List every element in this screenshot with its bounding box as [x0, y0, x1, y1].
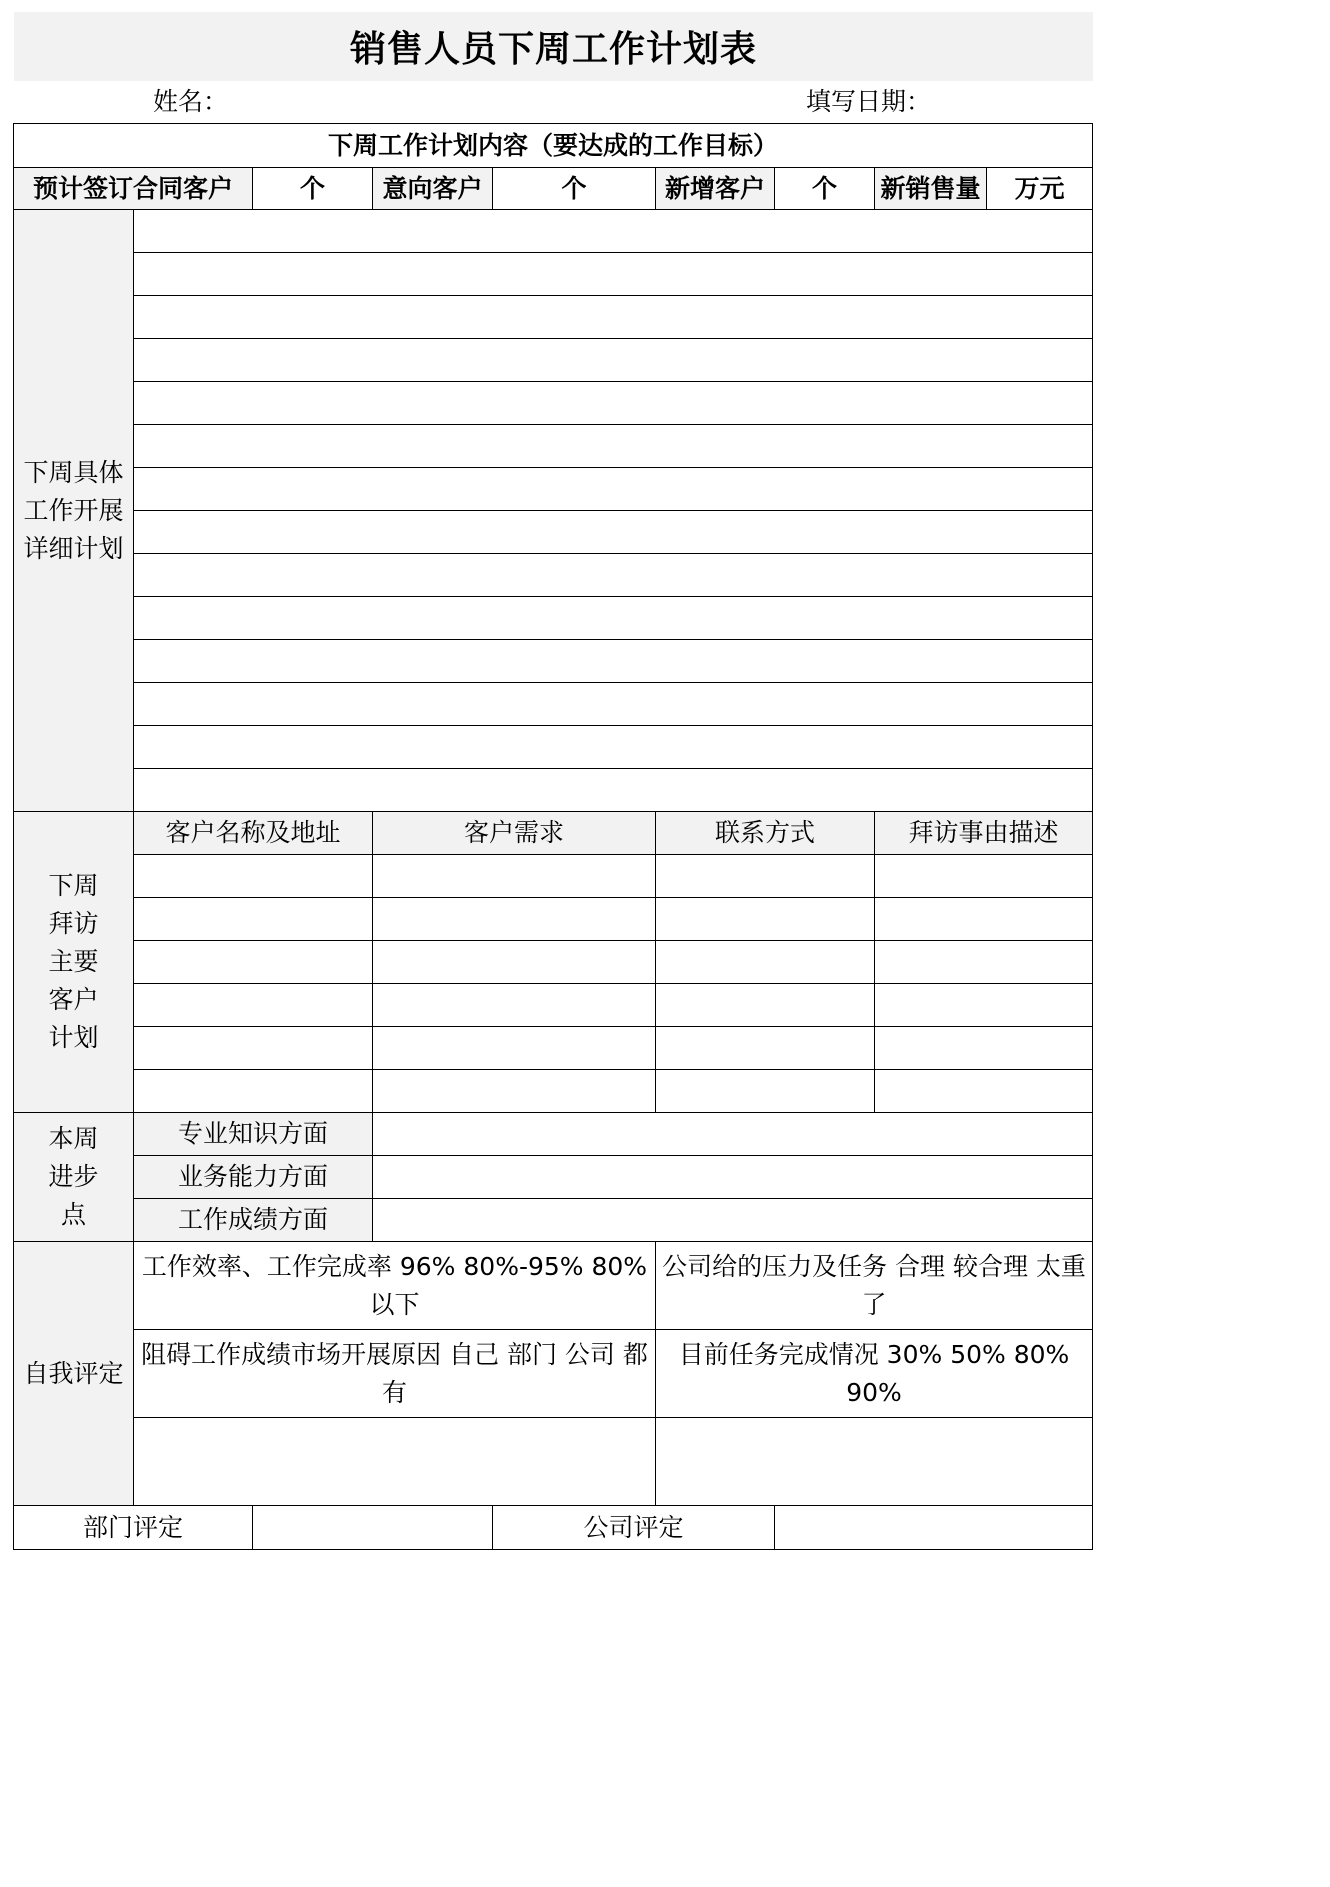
visit-cell[interactable]	[373, 855, 656, 898]
progress-input-results[interactable]	[373, 1199, 1093, 1242]
visit-cell[interactable]	[373, 941, 656, 984]
visit-cell[interactable]	[134, 941, 373, 984]
visit-cell[interactable]	[656, 984, 875, 1027]
progress-input-knowledge[interactable]	[373, 1113, 1093, 1156]
detail-plan-line[interactable]	[134, 726, 1093, 769]
name-label: 姓名：	[153, 87, 229, 116]
visit-cell[interactable]	[134, 1027, 373, 1070]
visit-col-contact: 联系方式	[656, 812, 875, 855]
progress-input-ability[interactable]	[373, 1156, 1093, 1199]
visit-cell[interactable]	[656, 1070, 875, 1113]
plan-header: 下周工作计划内容（要达成的工作目标）	[14, 124, 1093, 168]
visit-cell[interactable]	[875, 1070, 1093, 1113]
self-eval-blank-right[interactable]	[656, 1418, 1093, 1506]
detail-plan-line[interactable]	[134, 597, 1093, 640]
self-eval-completion[interactable]: 目前任务完成情况 30% 50% 80% 90%	[656, 1330, 1093, 1418]
target-unit-contract[interactable]: 个	[253, 168, 373, 210]
progress-item-results: 工作成绩方面	[134, 1199, 373, 1242]
progress-label-text: 本周进步点	[48, 1124, 99, 1229]
detail-plan-line[interactable]	[134, 425, 1093, 468]
visit-plan-label	[14, 812, 134, 1113]
visit-cell[interactable]	[373, 1070, 656, 1113]
detail-plan-line[interactable]	[134, 382, 1093, 425]
plan-form	[13, 123, 1093, 1550]
detail-plan-line[interactable]	[134, 210, 1093, 253]
detail-plan-line[interactable]	[134, 640, 1093, 683]
visit-cell[interactable]	[656, 1027, 875, 1070]
target-unit-intent[interactable]: 个	[493, 168, 656, 210]
visit-cell[interactable]	[134, 1070, 373, 1113]
date-label: 填写日期：	[806, 87, 932, 116]
self-eval-blank-left[interactable]	[134, 1418, 656, 1506]
detail-plan-label-text: 下周具体工作开展详细计划	[23, 457, 124, 563]
visit-cell[interactable]	[656, 898, 875, 941]
detail-plan-line[interactable]	[134, 468, 1093, 511]
detail-plan-line[interactable]	[134, 554, 1093, 597]
title-bar	[14, 12, 1093, 81]
self-eval-pressure[interactable]: 公司给的压力及任务 合理 较合理 太重了	[656, 1242, 1093, 1330]
progress-item-knowledge: 专业知识方面	[134, 1113, 373, 1156]
visit-cell[interactable]	[656, 855, 875, 898]
visit-cell[interactable]	[373, 984, 656, 1027]
target-unit-sales[interactable]: 万元	[987, 168, 1093, 210]
self-eval-efficiency[interactable]: 工作效率、工作完成率 96% 80%-95% 80%以下	[134, 1242, 656, 1330]
visit-cell[interactable]	[875, 984, 1093, 1027]
target-label-new-customer: 新增客户	[656, 168, 775, 210]
progress-label	[14, 1113, 134, 1242]
visit-col-needs: 客户需求	[373, 812, 656, 855]
visit-cell[interactable]	[875, 855, 1093, 898]
detail-plan-label	[14, 210, 134, 812]
visit-cell[interactable]	[373, 898, 656, 941]
detail-plan-line[interactable]	[134, 296, 1093, 339]
dept-eval-label: 部门评定	[14, 1506, 253, 1550]
visit-cell[interactable]	[134, 898, 373, 941]
self-eval-label: 自我评定	[14, 1242, 134, 1506]
target-unit-new-customer[interactable]: 个	[775, 168, 875, 210]
visit-col-reason: 拜访事由描述	[875, 812, 1093, 855]
progress-item-ability: 业务能力方面	[134, 1156, 373, 1199]
company-eval-label: 公司评定	[493, 1506, 775, 1550]
visit-cell[interactable]	[656, 941, 875, 984]
detail-plan-line[interactable]	[134, 339, 1093, 382]
self-eval-obstacle[interactable]: 阻碍工作成绩市场开展原因 自己 部门 公司 都有	[134, 1330, 656, 1418]
detail-plan-line[interactable]	[134, 253, 1093, 296]
visit-cell[interactable]	[875, 898, 1093, 941]
company-eval-input[interactable]	[775, 1506, 1093, 1550]
visit-plan-label-text: 下周拜访主要客户计划	[48, 871, 99, 1052]
page-title: 销售人员下周工作计划表	[349, 29, 757, 70]
target-label-contract: 预计签订合同客户	[14, 168, 253, 210]
visit-col-customer: 客户名称及地址	[134, 812, 373, 855]
dept-eval-input[interactable]	[253, 1506, 493, 1550]
target-label-intent: 意向客户	[373, 168, 493, 210]
visit-cell[interactable]	[134, 984, 373, 1027]
visit-cell[interactable]	[875, 1027, 1093, 1070]
detail-plan-line[interactable]	[134, 683, 1093, 726]
target-label-sales: 新销售量	[875, 168, 987, 210]
detail-plan-line[interactable]	[134, 511, 1093, 554]
visit-cell[interactable]	[373, 1027, 656, 1070]
detail-plan-line[interactable]	[134, 769, 1093, 812]
visit-cell[interactable]	[875, 941, 1093, 984]
visit-cell[interactable]	[134, 855, 373, 898]
